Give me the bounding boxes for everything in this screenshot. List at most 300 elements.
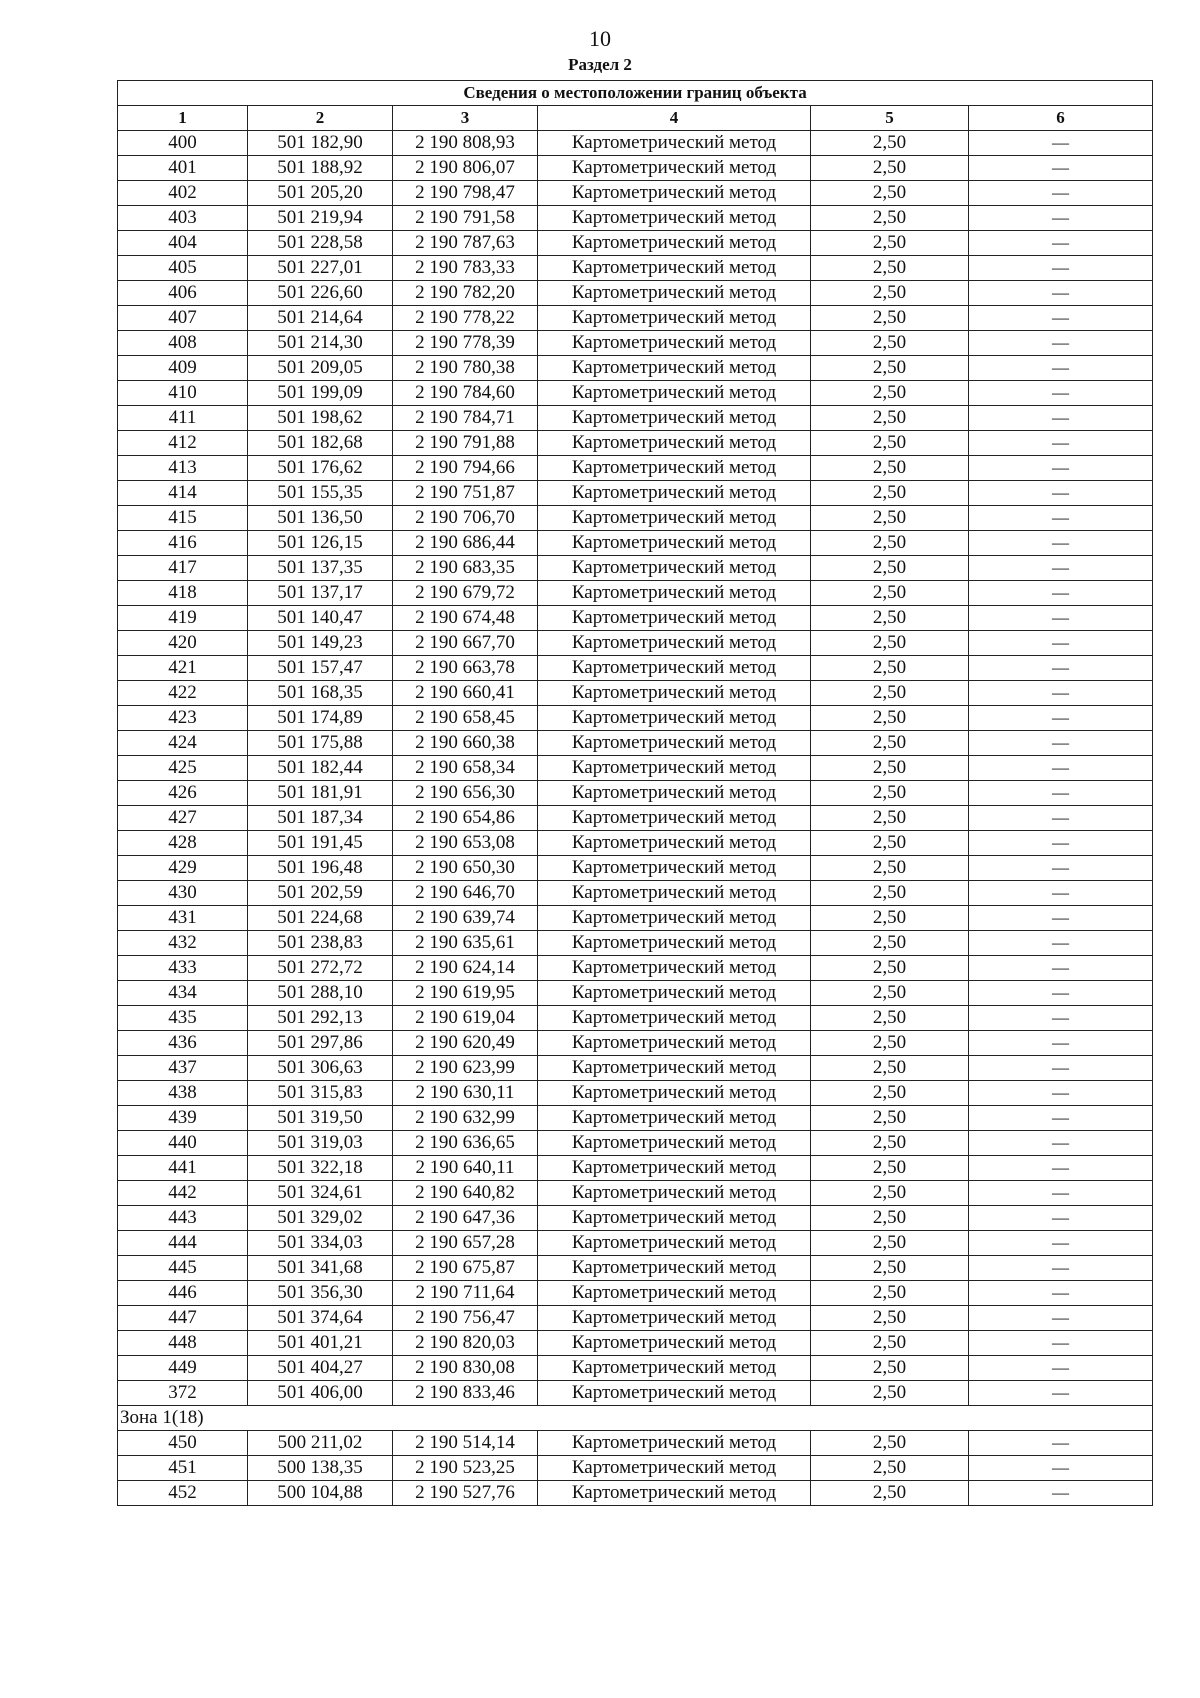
table-cell: 2 190 791,88 [393, 431, 538, 456]
table-cell: — [969, 1456, 1153, 1481]
table-cell: Картометрический метод [538, 306, 811, 331]
table-cell: 2,50 [811, 706, 969, 731]
table-row [118, 706, 1153, 731]
table-row [118, 556, 1153, 581]
table-cell: 2,50 [811, 831, 969, 856]
table-cell: 2 190 620,49 [393, 1031, 538, 1056]
table-cell: — [969, 1431, 1153, 1456]
table-row [118, 1381, 1153, 1406]
table-cell: 418 [118, 581, 248, 606]
table-cell: 501 228,58 [248, 231, 393, 256]
table-cell: 501 401,21 [248, 1331, 393, 1356]
table-cell: — [969, 731, 1153, 756]
table-row [118, 331, 1153, 356]
table-row [118, 1106, 1153, 1131]
table-cell: Картометрический метод [538, 1106, 811, 1131]
table-cell: 2,50 [811, 581, 969, 606]
table-cell: Картометрический метод [538, 131, 811, 156]
table-cell: 2,50 [811, 1106, 969, 1131]
table-row [118, 281, 1153, 306]
table-cell: Картометрический метод [538, 456, 811, 481]
table-cell: 435 [118, 1006, 248, 1031]
table-cell: — [969, 856, 1153, 881]
table-cell: 2,50 [811, 331, 969, 356]
table-cell: 2 190 833,46 [393, 1381, 538, 1406]
table-cell: Картометрический метод [538, 1481, 811, 1506]
table-cell: — [969, 981, 1153, 1006]
table-cell: 2,50 [811, 731, 969, 756]
table-cell: 501 187,34 [248, 806, 393, 831]
table-cell: — [969, 1206, 1153, 1231]
table-cell: 416 [118, 531, 248, 556]
table-cell: Картометрический метод [538, 381, 811, 406]
table-row [118, 931, 1153, 956]
table-cell: 2 190 653,08 [393, 831, 538, 856]
table-row [118, 631, 1153, 656]
column-number: 5 [811, 106, 969, 131]
table-cell: 2,50 [811, 1381, 969, 1406]
table-cell: 2 190 630,11 [393, 1081, 538, 1106]
table-cell: Картометрический метод [538, 981, 811, 1006]
table-cell: 405 [118, 256, 248, 281]
table-cell: 448 [118, 1331, 248, 1356]
table-cell: 428 [118, 831, 248, 856]
table-cell: 501 149,23 [248, 631, 393, 656]
table-cell: 2 190 514,14 [393, 1431, 538, 1456]
table-cell: 501 126,15 [248, 531, 393, 556]
table-cell: 501 174,89 [248, 706, 393, 731]
table-cell: 501 191,45 [248, 831, 393, 856]
table-cell: — [969, 581, 1153, 606]
table-cell: — [969, 181, 1153, 206]
table-cell: 2,50 [811, 356, 969, 381]
table-cell: 501 322,18 [248, 1156, 393, 1181]
table-cell: Картометрический метод [538, 1031, 811, 1056]
table-cell: 2,50 [811, 1281, 969, 1306]
table-cell: 400 [118, 131, 248, 156]
table-row [118, 306, 1153, 331]
table-cell: — [969, 606, 1153, 631]
table-cell: 501 136,50 [248, 506, 393, 531]
table-cell: Картометрический метод [538, 356, 811, 381]
table-cell: — [969, 806, 1153, 831]
table-cell: — [969, 1306, 1153, 1331]
table-row [118, 181, 1153, 206]
table-cell: — [969, 481, 1153, 506]
table-cell: 447 [118, 1306, 248, 1331]
table-cell: — [969, 1356, 1153, 1381]
table-row [118, 431, 1153, 456]
table-cell: Картометрический метод [538, 1256, 811, 1281]
table-row [118, 131, 1153, 156]
page-number: 10 [589, 26, 611, 51]
table-cell: 2,50 [811, 1356, 969, 1381]
table-cell: — [969, 281, 1153, 306]
table-cell: 2,50 [811, 1456, 969, 1481]
table-cell: 2 190 660,41 [393, 681, 538, 706]
table-cell: 2 190 650,30 [393, 856, 538, 881]
table-row [118, 581, 1153, 606]
table-cell: 2,50 [811, 1056, 969, 1081]
table-cell: 2,50 [811, 931, 969, 956]
table-row [118, 906, 1153, 931]
table-cell: 2,50 [811, 306, 969, 331]
table-cell: 501 406,00 [248, 1381, 393, 1406]
table-row [118, 406, 1153, 431]
table-row [118, 1481, 1153, 1506]
zone-label: Зона 1(18) [118, 1406, 1153, 1431]
table-row [118, 606, 1153, 631]
table-cell: 501 315,83 [248, 1081, 393, 1106]
table-cell: 500 211,02 [248, 1431, 393, 1456]
table-cell: 501 324,61 [248, 1181, 393, 1206]
table-row [118, 206, 1153, 231]
table-row [118, 831, 1153, 856]
table-cell: 501 227,01 [248, 256, 393, 281]
table-cell: 501 196,48 [248, 856, 393, 881]
table-cell: 501 374,64 [248, 1306, 393, 1331]
table-row [118, 1131, 1153, 1156]
table-row [118, 656, 1153, 681]
table-cell: 2 190 663,78 [393, 656, 538, 681]
table-cell: 501 209,05 [248, 356, 393, 381]
table-cell: 2,50 [811, 156, 969, 181]
table-cell: 2 190 679,72 [393, 581, 538, 606]
table-cell: 2,50 [811, 256, 969, 281]
table-cell: 2 190 657,28 [393, 1231, 538, 1256]
table-cell: — [969, 706, 1153, 731]
table-cell: — [969, 1381, 1153, 1406]
table-cell: 501 214,30 [248, 331, 393, 356]
table-cell: 2,50 [811, 1156, 969, 1181]
table-cell: 422 [118, 681, 248, 706]
table-cell: 411 [118, 406, 248, 431]
table-cell: Картометрический метод [538, 656, 811, 681]
table-cell: 441 [118, 1156, 248, 1181]
table-cell: Картометрический метод [538, 1181, 811, 1206]
table-cell: 2,50 [811, 381, 969, 406]
table-cell: — [969, 881, 1153, 906]
table-cell: — [969, 1031, 1153, 1056]
table-cell: Картометрический метод [538, 956, 811, 981]
table-cell: 2 190 711,64 [393, 1281, 538, 1306]
table-cell: Картометрический метод [538, 281, 811, 306]
table-cell: 429 [118, 856, 248, 881]
table-cell: Картометрический метод [538, 581, 811, 606]
table-cell: 2 190 647,36 [393, 1206, 538, 1231]
table-cell: Картометрический метод [538, 1231, 811, 1256]
table-cell: 415 [118, 506, 248, 531]
table-row [118, 781, 1153, 806]
table-row [118, 1031, 1153, 1056]
table-cell: Картометрический метод [538, 1356, 811, 1381]
table-cell: 501 329,02 [248, 1206, 393, 1231]
table-cell: Картометрический метод [538, 606, 811, 631]
table-cell: Картометрический метод [538, 881, 811, 906]
column-number: 4 [538, 106, 811, 131]
table-cell: 2 190 806,07 [393, 156, 538, 181]
table-cell: — [969, 1081, 1153, 1106]
table-cell: 2,50 [811, 1481, 969, 1506]
table-cell: 2 190 619,95 [393, 981, 538, 1006]
table-cell: 406 [118, 281, 248, 306]
table-cell: 2 190 635,61 [393, 931, 538, 956]
table-cell: 2 190 640,11 [393, 1156, 538, 1181]
table-cell: 2 190 658,45 [393, 706, 538, 731]
table-cell: 501 175,88 [248, 731, 393, 756]
table-cell: 438 [118, 1081, 248, 1106]
table-cell: 414 [118, 481, 248, 506]
table-cell: 2 190 624,14 [393, 956, 538, 981]
table-cell: 440 [118, 1131, 248, 1156]
table-cell: 446 [118, 1281, 248, 1306]
table-row [118, 731, 1153, 756]
table-cell: — [969, 231, 1153, 256]
table-cell: Картометрический метод [538, 781, 811, 806]
table-cell: — [969, 1131, 1153, 1156]
table-cell: — [969, 631, 1153, 656]
table-cell: 2,50 [811, 456, 969, 481]
table-cell: — [969, 756, 1153, 781]
table-cell: 2 190 756,47 [393, 1306, 538, 1331]
table-row [118, 1256, 1153, 1281]
table-row [118, 1181, 1153, 1206]
table-cell: 2,50 [811, 956, 969, 981]
table-cell: — [969, 1056, 1153, 1081]
table-cell: — [969, 256, 1153, 281]
table-cell: Картометрический метод [538, 731, 811, 756]
table-cell: 2,50 [811, 1331, 969, 1356]
table-cell: 2 190 783,33 [393, 256, 538, 281]
table-cell: 413 [118, 456, 248, 481]
table-cell: 2 190 656,30 [393, 781, 538, 806]
table-cell: 501 238,83 [248, 931, 393, 956]
table-body [118, 131, 1153, 1406]
table-cell: 2,50 [811, 1231, 969, 1256]
table-cell: Картометрический метод [538, 906, 811, 931]
table-cell: 2,50 [811, 231, 969, 256]
table-cell: 501 205,20 [248, 181, 393, 206]
table-row [118, 506, 1153, 531]
table-row [118, 256, 1153, 281]
table-row [118, 1231, 1153, 1256]
table-cell: 2,50 [811, 406, 969, 431]
table-cell: Картометрический метод [538, 1131, 811, 1156]
table-cell: Картометрический метод [538, 231, 811, 256]
table-cell: 442 [118, 1181, 248, 1206]
zone-section [118, 1406, 1153, 1431]
column-number-row [118, 106, 1153, 131]
table-cell: 2 190 830,08 [393, 1356, 538, 1381]
table-cell: 402 [118, 181, 248, 206]
table-row [118, 381, 1153, 406]
table-row [118, 1206, 1153, 1231]
table-cell: — [969, 381, 1153, 406]
table-cell: Картометрический метод [538, 1431, 811, 1456]
table-cell: — [969, 156, 1153, 181]
table-cell: 2 190 646,70 [393, 881, 538, 906]
table-cell: 501 288,10 [248, 981, 393, 1006]
column-number: 1 [118, 106, 248, 131]
table-cell: 2,50 [811, 781, 969, 806]
table-cell: Картометрический метод [538, 331, 811, 356]
table-cell: 2,50 [811, 206, 969, 231]
table-cell: 2,50 [811, 681, 969, 706]
table-cell: 501 224,68 [248, 906, 393, 931]
table-cell: 500 138,35 [248, 1456, 393, 1481]
table-cell: — [969, 1181, 1153, 1206]
table-row [118, 881, 1153, 906]
table-cell: Картометрический метод [538, 806, 811, 831]
table-cell: 501 292,13 [248, 1006, 393, 1031]
table-cell: 2,50 [811, 606, 969, 631]
table-cell: 2 190 778,22 [393, 306, 538, 331]
table-cell: 2 190 778,39 [393, 331, 538, 356]
table-row [118, 481, 1153, 506]
table-cell: 372 [118, 1381, 248, 1406]
table-cell: 2 190 782,20 [393, 281, 538, 306]
table-row [118, 1006, 1153, 1031]
table-cell: — [969, 131, 1153, 156]
column-number: 3 [393, 106, 538, 131]
table-cell: 2 190 798,47 [393, 181, 538, 206]
table-cell: 501 157,47 [248, 656, 393, 681]
table-cell: 501 341,68 [248, 1256, 393, 1281]
table-cell: 427 [118, 806, 248, 831]
table-cell: — [969, 906, 1153, 931]
table-cell: 452 [118, 1481, 248, 1506]
table-cell: Картометрический метод [538, 481, 811, 506]
column-number: 2 [248, 106, 393, 131]
table-cell: 2,50 [811, 1081, 969, 1106]
table-row [118, 356, 1153, 381]
table-cell: 451 [118, 1456, 248, 1481]
table-cell: — [969, 331, 1153, 356]
table-row [118, 156, 1153, 181]
table-cell: — [969, 681, 1153, 706]
table-cell: 2,50 [811, 131, 969, 156]
table-cell: Картометрический метод [538, 1281, 811, 1306]
table-cell: 501 137,17 [248, 581, 393, 606]
table-cell: 2 190 639,74 [393, 906, 538, 931]
table-cell: 2,50 [811, 1006, 969, 1031]
table-cell: 2 190 820,03 [393, 1331, 538, 1356]
table-cell: — [969, 406, 1153, 431]
table-cell: 421 [118, 656, 248, 681]
table-cell: 2,50 [811, 1131, 969, 1156]
table-cell: — [969, 1156, 1153, 1181]
table-cell: 2 190 674,48 [393, 606, 538, 631]
table-cell: — [969, 1231, 1153, 1256]
table-cell: 2,50 [811, 656, 969, 681]
table-cell: 2 190 791,58 [393, 206, 538, 231]
table-cell: 2,50 [811, 806, 969, 831]
table-cell: — [969, 1106, 1153, 1131]
table-cell: Картометрический метод [538, 1381, 811, 1406]
table-cell: 410 [118, 381, 248, 406]
table-cell: 2,50 [811, 1181, 969, 1206]
table-cell: 2,50 [811, 1206, 969, 1231]
table-cell: 401 [118, 156, 248, 181]
table-cell: 2,50 [811, 881, 969, 906]
table-cell: 501 272,72 [248, 956, 393, 981]
table-cell: — [969, 531, 1153, 556]
table-row [118, 956, 1153, 981]
table-cell: 404 [118, 231, 248, 256]
table-cell: 501 137,35 [248, 556, 393, 581]
table-cell: 2 190 683,35 [393, 556, 538, 581]
table-cell: 2 190 640,82 [393, 1181, 538, 1206]
table-cell: 2,50 [811, 1031, 969, 1056]
table-cell: — [969, 431, 1153, 456]
table-cell: 2 190 675,87 [393, 1256, 538, 1281]
table-cell: Картометрический метод [538, 931, 811, 956]
table-cell: — [969, 1256, 1153, 1281]
table-row [118, 1356, 1153, 1381]
table-cell: 501 168,35 [248, 681, 393, 706]
table-row [118, 1081, 1153, 1106]
table-cell: Картометрический метод [538, 681, 811, 706]
table-cell: Картометрический метод [538, 431, 811, 456]
table-cell: 2 190 784,71 [393, 406, 538, 431]
table-cell: 443 [118, 1206, 248, 1231]
table-cell: Картометрический метод [538, 1331, 811, 1356]
table-row [118, 756, 1153, 781]
table-cell: 501 319,03 [248, 1131, 393, 1156]
table-cell: Картометрический метод [538, 506, 811, 531]
table-cell: 426 [118, 781, 248, 806]
zone-row [118, 1406, 1153, 1431]
table-cell: — [969, 1481, 1153, 1506]
table-cell: — [969, 956, 1153, 981]
table-cell: 432 [118, 931, 248, 956]
table-cell: 2 190 636,65 [393, 1131, 538, 1156]
table-cell: Картометрический метод [538, 181, 811, 206]
table-cell: 500 104,88 [248, 1481, 393, 1506]
table-cell: Картометрический метод [538, 1156, 811, 1181]
table-cell: 444 [118, 1231, 248, 1256]
table-row [118, 1431, 1153, 1456]
table-cell: 501 140,47 [248, 606, 393, 631]
table-cell: Картометрический метод [538, 156, 811, 181]
table-row [118, 681, 1153, 706]
table-cell: 501 176,62 [248, 456, 393, 481]
table-cell: 501 319,50 [248, 1106, 393, 1131]
table-caption: Сведения о местоположении границ объекта [118, 81, 1153, 106]
table-row [118, 1056, 1153, 1081]
table-cell: — [969, 356, 1153, 381]
zone-table-body [118, 1431, 1153, 1506]
section-title: Раздел 2 [568, 55, 632, 74]
table-row [118, 1331, 1153, 1356]
table-cell: 2,50 [811, 856, 969, 881]
table-cell: Картометрический метод [538, 756, 811, 781]
table-row [118, 456, 1153, 481]
table-cell: Картометрический метод [538, 206, 811, 231]
table-cell: Картометрический метод [538, 1006, 811, 1031]
table-cell: 424 [118, 731, 248, 756]
table-cell: 501 182,44 [248, 756, 393, 781]
table-cell: 430 [118, 881, 248, 906]
table-cell: 2 190 660,38 [393, 731, 538, 756]
table-row [118, 806, 1153, 831]
table-cell: — [969, 456, 1153, 481]
table-cell: 501 202,59 [248, 881, 393, 906]
table-cell: 403 [118, 206, 248, 231]
table-cell: 2,50 [811, 1431, 969, 1456]
table-cell: Картометрический метод [538, 856, 811, 881]
table-cell: Картометрический метод [538, 556, 811, 581]
